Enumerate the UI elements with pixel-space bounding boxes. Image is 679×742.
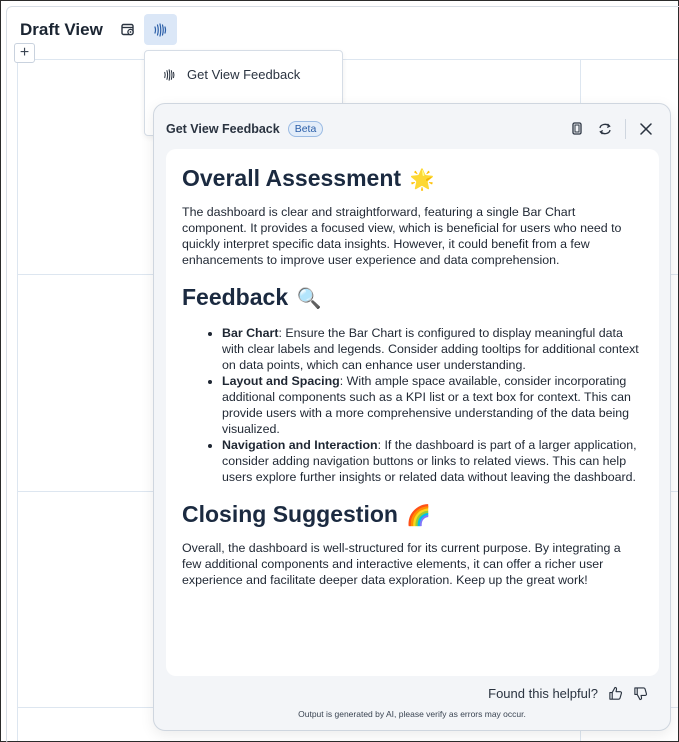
panel-header (166, 121, 323, 137)
list-item (222, 373, 643, 437)
regenerate-button[interactable] (595, 119, 615, 139)
feedback-item-text: : If the dashboard is part of a larger application, consider adding navigation buttons or links to related views. This can help users explore further insights or related data without leaving the dashboard. (222, 438, 637, 484)
feedback-title: Feedback (182, 284, 289, 310)
thumbs-down-icon (633, 686, 648, 701)
feedback-item-label: Bar Chart (222, 326, 279, 340)
divider (625, 119, 626, 139)
section-heading-feedback (182, 282, 643, 314)
close-icon (640, 123, 652, 135)
list-item (222, 437, 643, 485)
closing-title: Closing Suggestion (182, 501, 398, 527)
helpful-prompt: Found this helpful? (488, 686, 598, 701)
copy-icon (570, 122, 584, 136)
magnifier-icon: 🔍 (296, 288, 322, 310)
feedback-item-text: : With ample space available, consider incorporating additional components such as a KPI list or a text box for context. This can provide users with a more comprehensive understanding of the data being visualized. (222, 374, 631, 436)
feedback-item-text: : Ensure the Bar Chart is configured to display meaningful data with clear labels and legends. Consider adding tooltips for additional context on data points, which can enhance user understanding. (222, 326, 639, 372)
grid-line (17, 59, 18, 741)
ai-waves-icon (163, 68, 177, 82)
assessment-title: Overall Assessment (182, 165, 402, 191)
ai-feedback-button[interactable] (144, 14, 177, 45)
feedback-item-label: Layout and Spacing (222, 374, 340, 388)
feedback-list (222, 325, 643, 485)
closing-text: Overall, the dashboard is well-structured for its current purpose. By integrating a few additional components and interactive elements, it can offer a richer user experience and facilitate deeper data exploration. Keep up the great work! (182, 541, 621, 587)
list-item (222, 325, 643, 373)
page-title: Draft View (20, 20, 103, 39)
panel-title: Get View Feedback (166, 122, 280, 136)
ai-disclaimer: Output is generated by AI, please verify as errors may occur. (298, 709, 526, 719)
thumbs-up-icon (608, 686, 623, 701)
menu-item-get-view-feedback[interactable] (163, 67, 300, 82)
add-component-button[interactable]: + (14, 43, 35, 63)
rainbow-icon: 🌈 (406, 505, 432, 527)
ai-waves-icon (153, 22, 169, 38)
assessment-text: The dashboard is clear and straightforward, featuring a single Bar Chart component. It provides a focused view, which is beneficial for users who need to quickly interpret specific data insights. However, it could benefit from a few enhancements to improve user experience and data comprehension. (182, 205, 622, 267)
thumbs-up-button[interactable] (608, 686, 623, 701)
thumbs-down-button[interactable] (633, 686, 648, 701)
menu-item-label: Get View Feedback (187, 67, 301, 82)
feedback-item-label: Navigation and Interaction (222, 438, 378, 452)
section-heading-assessment (182, 163, 643, 195)
view-settings-button[interactable] (111, 14, 144, 45)
panel-actions (567, 119, 656, 139)
top-bar (6, 6, 679, 56)
feedback-panel (153, 103, 671, 731)
helpful-feedback (488, 686, 648, 701)
section-heading-closing (182, 499, 643, 531)
grid-line (17, 59, 678, 60)
copy-button[interactable] (567, 119, 587, 139)
dashboard-settings-icon (121, 23, 135, 37)
beta-badge: Beta (288, 121, 324, 137)
refresh-icon (597, 122, 613, 136)
star-icon: 🌟 (409, 169, 435, 191)
close-button[interactable] (636, 119, 656, 139)
feedback-content (166, 149, 659, 676)
